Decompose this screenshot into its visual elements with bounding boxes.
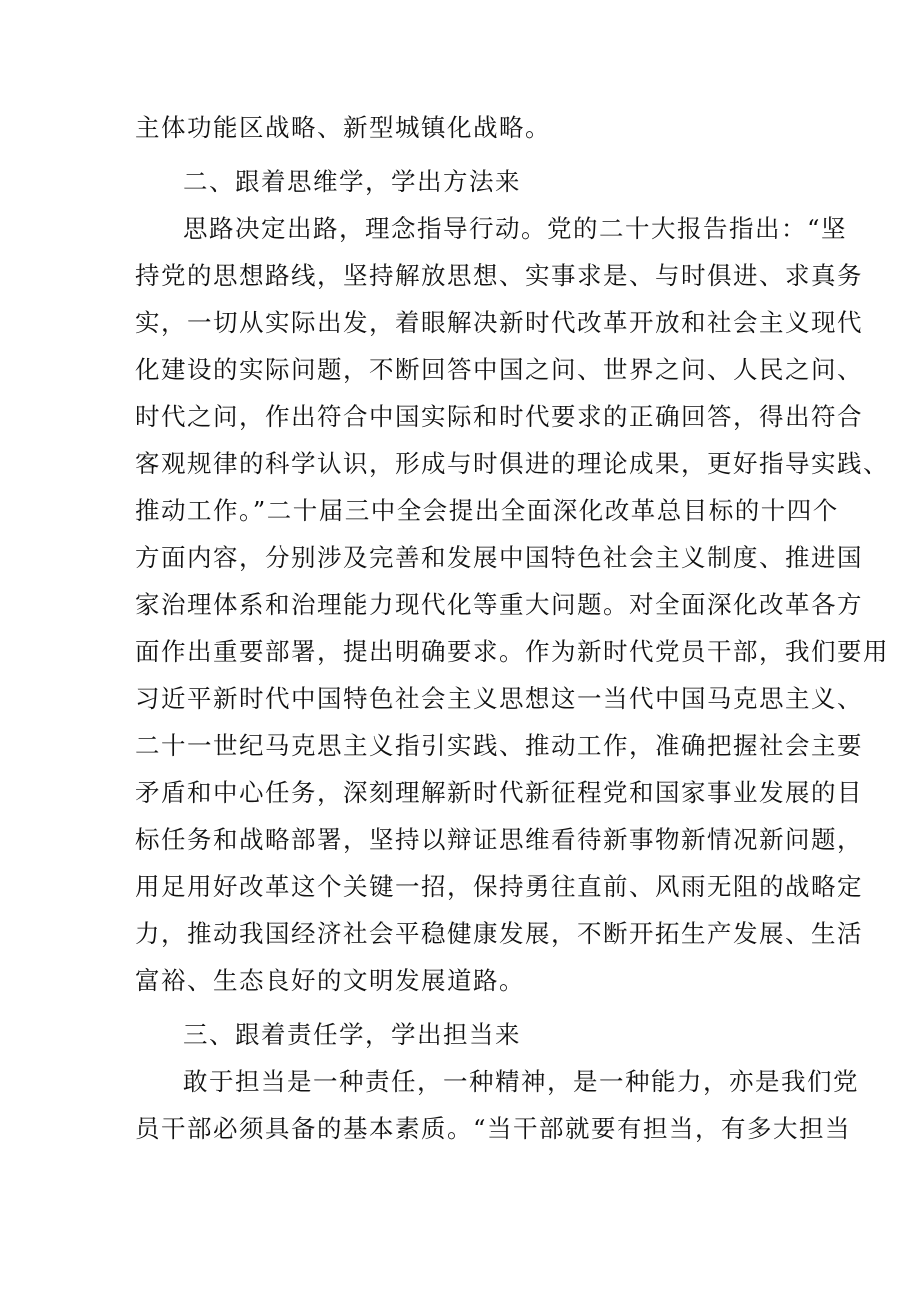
text-line-15: 矛盾和中心任务，深刻理解新时代新征程党和国家事业发展的目	[135, 778, 863, 807]
text-line-7: 时代之问，作出符合中国实际和时代要求的正确回答，得出符合	[135, 402, 863, 431]
text-line-3: 思路决定出路，理念指导行动。党的二十大报告指出：“坚	[183, 214, 848, 243]
text-line-4: 持党的思想路线，坚持解放思想、实事求是、与时俱进、求真务	[135, 261, 863, 290]
text-line-6: 化建设的实际问题，不断回答中国之问、世界之问、人民之问、	[135, 355, 863, 384]
text-line-10: 方面内容，分别涉及完善和发展中国特色社会主义制度、推进国	[135, 543, 863, 572]
text-line-19: 富裕、生态良好的文明发展道路。	[135, 966, 525, 995]
text-line-12: 面作出重要部署，提出明确要求。作为新时代党员干部，我们要用	[135, 637, 889, 666]
text-line-9: 推动工作。”二十届三中全会提出全面深化改革总目标的十四个	[135, 496, 839, 525]
text-line-18: 力，推动我国经济社会平稳健康发展，不断开拓生产发展、生活	[135, 919, 863, 948]
text-line-22: 员干部必须具备的基本素质。“当干部就要有担当，有多大担当	[135, 1114, 852, 1143]
text-line-1: 主体功能区战略、新型城镇化战略。	[135, 113, 551, 142]
text-line-8: 客观规律的科学认识，形成与时俱进的理论成果，更好指导实践、	[135, 449, 889, 478]
text-line-16: 标任务和战略部署，坚持以辩证思维看待新事物新情况新问题，	[135, 825, 863, 854]
text-line-14: 二十一世纪马克思主义指引实践、推动工作，准确把握社会主要	[135, 731, 863, 760]
section-heading-3: 三、跟着责任学，学出担当来	[183, 1020, 521, 1049]
section-heading-2: 二、跟着思维学，学出方法来	[183, 167, 521, 196]
text-line-13: 习近平新时代中国特色社会主义思想这一当代中国马克思主义、	[135, 684, 863, 713]
text-line-21: 敢于担当是一种责任，一种精神，是一种能力，亦是我们党	[183, 1067, 859, 1096]
text-line-5: 实，一切从实际出发，着眼解决新时代改革开放和社会主义现代	[135, 308, 863, 337]
text-line-11: 家治理体系和治理能力现代化等重大问题。对全面深化改革各方	[135, 590, 863, 619]
text-line-17: 用足用好改革这个关键一招，保持勇往直前、风雨无阻的战略定	[135, 872, 863, 901]
